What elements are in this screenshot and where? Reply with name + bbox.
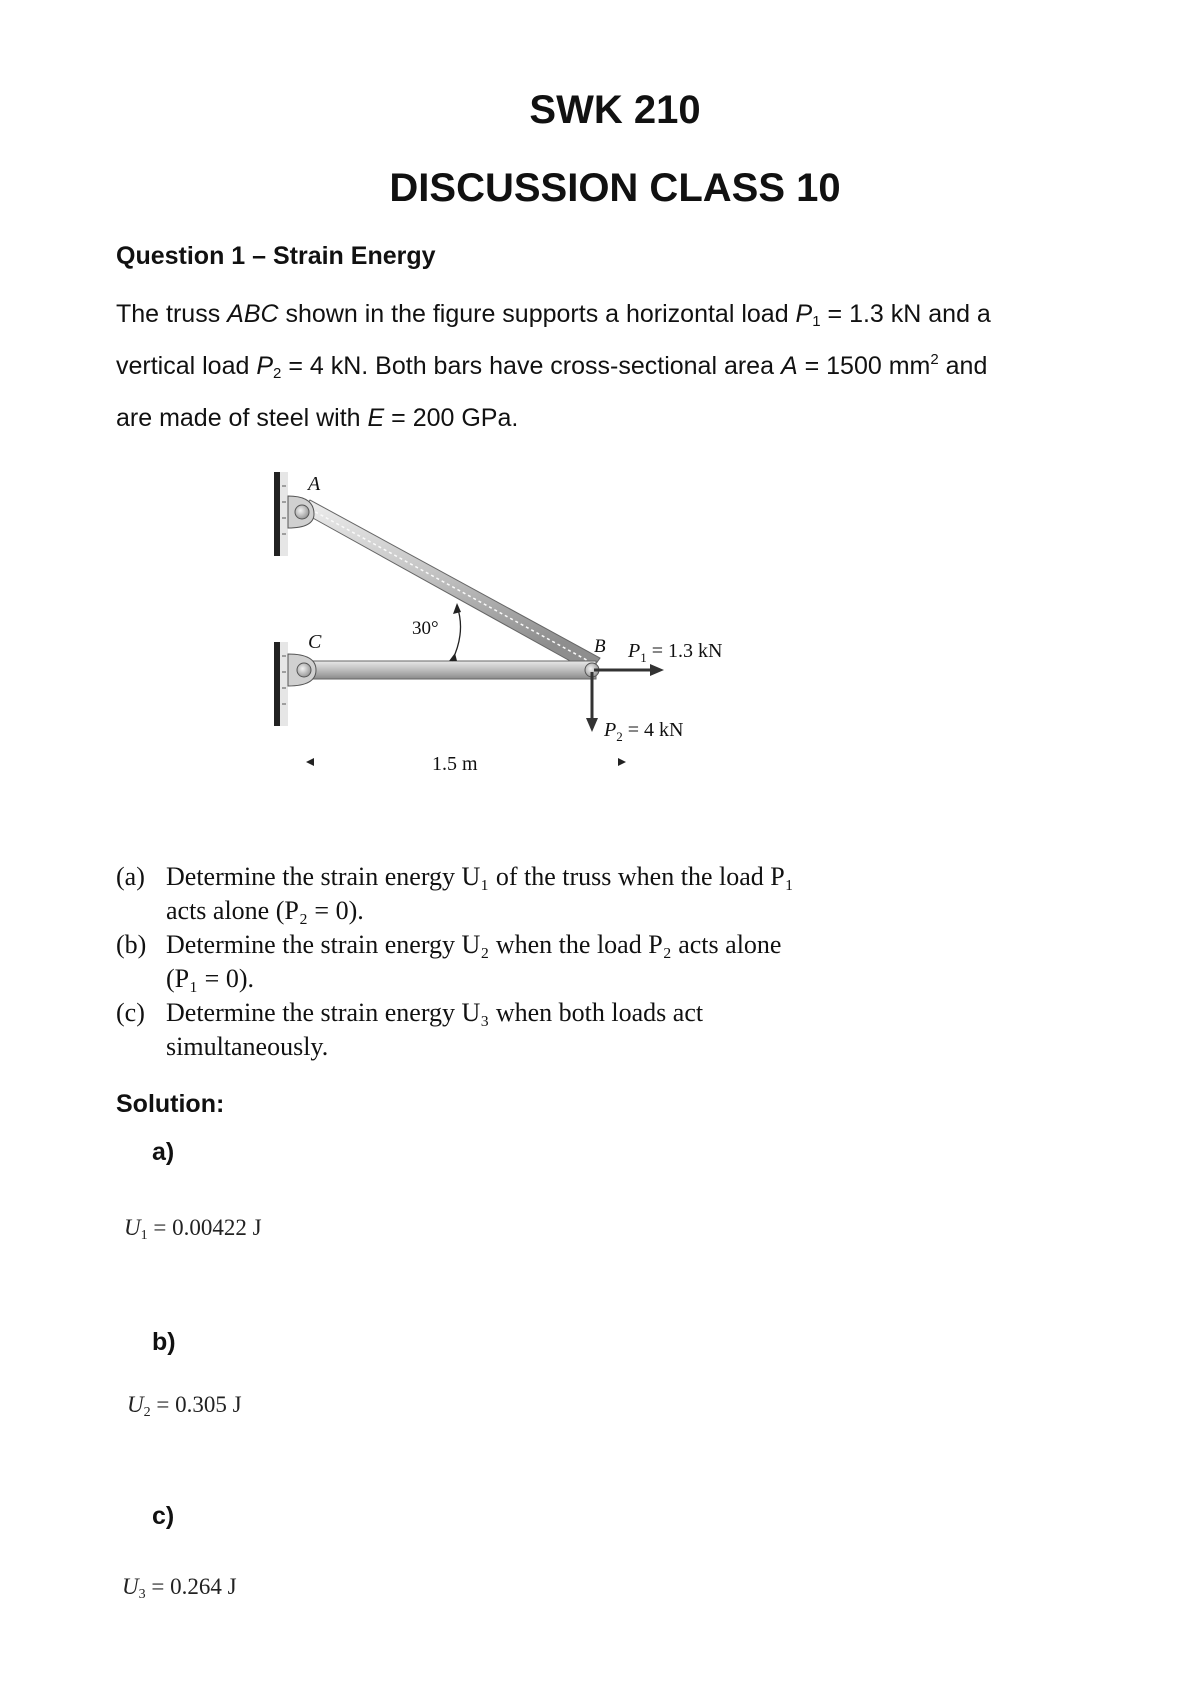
part-a: (a) Determine the strain energy U₁ of the truss when the load P₁ acts alone (P₂ = 0). <box>116 862 794 925</box>
question-text <box>116 288 1116 444</box>
bar-ab <box>302 500 600 672</box>
solution-a-answer: $U_1 = 0.00422$ J <box>124 1215 262 1243</box>
question-line-2: vertical load $P_2 = 4$ kN. Both bars have cross-sectional area A = 1500 $mm^2$ and <box>116 351 988 382</box>
angle-label: 30° <box>412 618 439 639</box>
question-heading: Question 1 – Strain Energy <box>116 242 436 270</box>
bar-cb <box>300 661 596 679</box>
load-p2-label: $P_2 = 4$ kN <box>604 719 684 744</box>
solution-b-answer: $U_2 = 0.305$ J <box>127 1392 242 1420</box>
question-line-3: are made of steel with E = 200 GPa. <box>116 404 519 432</box>
solution-c-answer: $U_3 = 0.264$ J <box>122 1574 237 1602</box>
question-parts <box>116 860 916 1064</box>
load-p1-label: $P_1 = 1.3$ kN <box>628 640 723 665</box>
solution-a-label: a) <box>152 1138 175 1166</box>
part-b: (b) Determine the strain energy U₂ when the load P₂ acts alone (P₁ = 0). <box>116 930 782 993</box>
label-c: C <box>308 631 322 653</box>
class-title: DISCUSSION CLASS 10 <box>389 166 841 210</box>
wall-support-a <box>274 472 288 556</box>
course-code: SWK 210 <box>529 88 701 132</box>
part-c: (c) Determine the strain energy U₃ when both loads act simultaneously. <box>116 998 704 1061</box>
angle-arc <box>449 603 461 661</box>
question-line-1: The truss ABC shown in the figure supports a horizontal load $P_1 = 1.3$ kN and a <box>116 300 991 330</box>
wall-support-c <box>274 642 288 726</box>
label-a: A <box>308 473 321 495</box>
load-p2-arrow <box>586 672 598 732</box>
truss-figure <box>260 462 820 802</box>
label-b: B <box>594 636 606 657</box>
dimension-length: 1.5 m <box>432 753 478 775</box>
pin-c <box>288 654 316 686</box>
load-p1-arrow <box>594 664 664 676</box>
solution-c-label: c) <box>152 1502 175 1530</box>
solution-heading: Solution: <box>116 1090 225 1118</box>
solution-b-label: b) <box>152 1328 176 1356</box>
